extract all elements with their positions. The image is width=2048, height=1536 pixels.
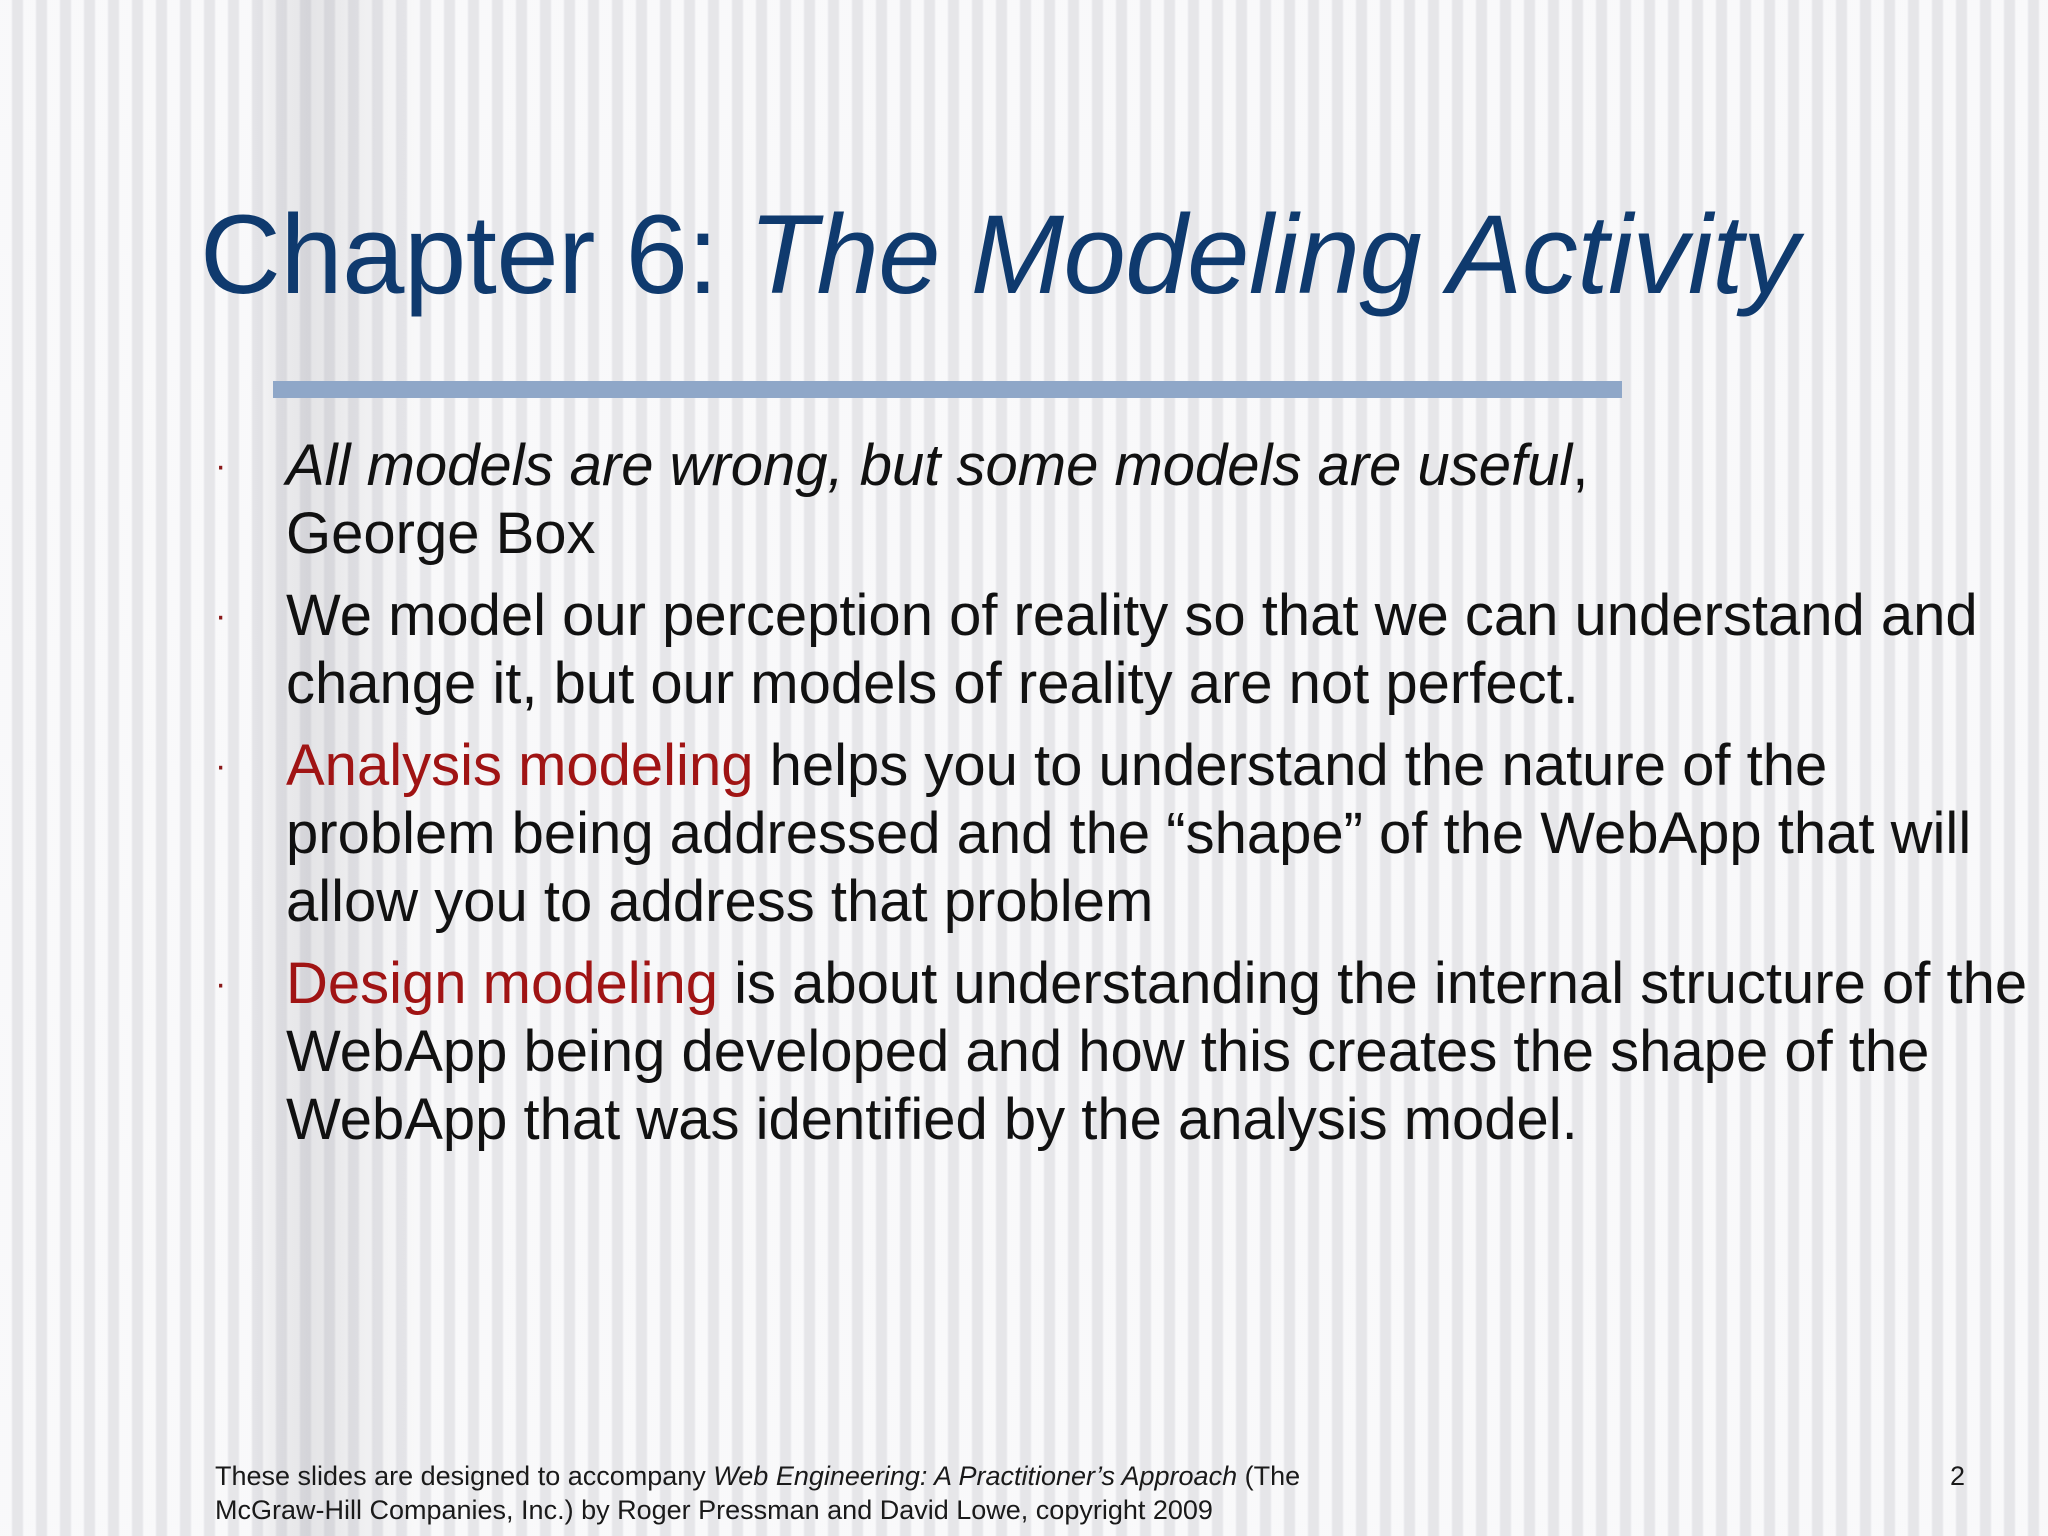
bullet-highlight: Analysis modeling — [286, 733, 754, 798]
bullet-item — [215, 950, 2035, 1154]
bullet-text: is about understanding the internal structure of the WebApp being developed and how this creates the shape of the WebApp that was identified by the analysis model. — [286, 951, 2028, 1152]
bullet-marker-icon: · — [215, 447, 227, 485]
quote-text: All models are wrong, but some models are useful — [286, 433, 1573, 498]
footer-after: (The McGraw-Hill Companies, Inc.) by Roger Pressman and David Lowe, copyright 2009 — [215, 1461, 1301, 1525]
bullet-item — [215, 732, 2035, 936]
bullet-list — [215, 432, 2035, 1168]
quote-author: George Box — [286, 501, 596, 566]
title-underline-rule — [273, 381, 1622, 398]
slide-footer — [215, 1459, 1415, 1527]
title-italic: The Modeling Activity — [748, 192, 1799, 317]
bullet-text: helps you to understand the nature of the problem being addressed and the “shape” of the WebApp that will allow you to address that problem — [286, 733, 1972, 934]
footer-before: These slides are designed to accompany — [215, 1461, 714, 1491]
bullet-text: We model our perception of reality so that we can understand and change it, but our models of reality are not perfect. — [286, 583, 1978, 716]
bullet-highlight: Design modeling — [286, 951, 719, 1016]
page-number: 2 — [1950, 1461, 1966, 1491]
title-prefix: Chapter 6: — [200, 192, 749, 317]
bullet-marker-icon: · — [215, 965, 227, 1003]
bullet-item — [215, 432, 2035, 568]
bullet-marker-icon: · — [215, 747, 227, 785]
bullet-marker-icon: · — [215, 597, 227, 635]
slide-title — [200, 190, 1798, 319]
footer-book-title: Web Engineering: A Practitioner’s Approach — [713, 1461, 1238, 1491]
quote-comma: , — [1572, 433, 1589, 498]
bullet-item — [215, 582, 2035, 718]
